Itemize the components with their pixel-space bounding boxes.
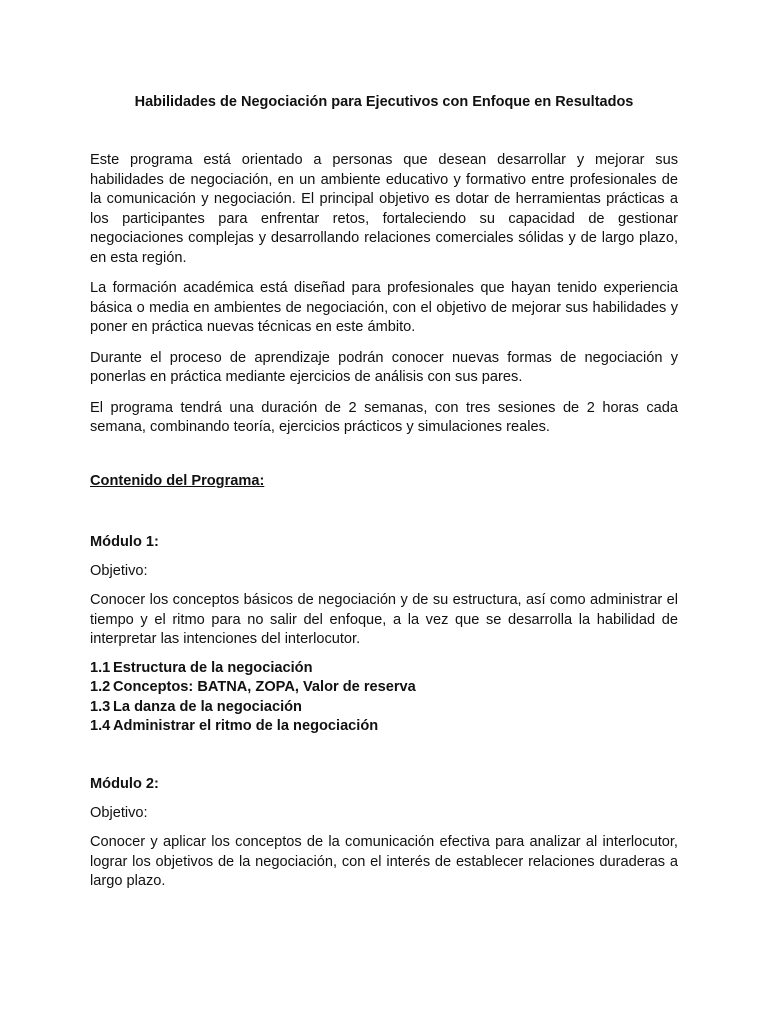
topic-number: 1.4 [90,718,111,735]
module-1 [90,533,678,737]
module-1-topic-list [90,659,678,737]
module-1-title: Módulo 1: [90,534,159,550]
topic-item [90,717,678,737]
module-1-objective-label: Objetivo: [90,563,148,579]
intro-paragraph-3: Durante el proceso de aprendizaje podrán conocer nuevas formas de negociación y ponerlas en práctica mediante ejercicios de análisis con sus pares. [90,349,678,385]
module-1-description: Conocer los conceptos básicos de negociación y de su estructura, así como administrar el tiempo y el ritmo para no salir del enfoque, a la vez que se desarrolla la habilidad de interpretar las intenciones del interlocutor. [90,592,678,647]
module-2-description: Conocer y aplicar los conceptos de la comunicación efectiva para analizar al interlocutor, lograr los objetivos de la negociación, con el interés de establecer relaciones duraderas a largo plazo. [90,834,678,889]
topic-number: 1.3 [90,698,111,715]
topic-text: Estructura de la negociación [113,659,313,676]
module-2 [90,775,678,901]
module-2-title: Módulo 2: [90,776,159,792]
topic-item [90,678,678,698]
module-2-objective-label: Objetivo: [90,805,148,821]
topic-text: La danza de la negociación [113,698,302,715]
document-page [90,0,678,1024]
topic-item [90,698,678,718]
topic-number: 1.2 [90,679,111,696]
intro-paragraph-1: Este programa está orientado a personas que desean desarrollar y mejorar sus habilidades de negociación, en un ambiente educativo y formativo entre profesionales de la comunicación y negociación. El principal objetivo es dotar de herramientas prácticas a los participantes para enfrentar retos, fortaleciendo su capacidad de gestionar negociaciones complejas y desarrollando relaciones comerciales sólidas y de largo plazo, en esta región. [90,152,678,266]
program-content-heading: Contenido del Programa: [90,473,265,489]
intro-paragraph-4: El programa tendrá una duración de 2 semanas, con tres sesiones de 2 horas cada semana, combinando teoría, ejercicios prácticos y simulaciones reales. [90,399,678,435]
topic-text: Conceptos: BATNA, ZOPA, Valor de reserva [113,679,416,696]
intro-paragraph-2: La formación académica está diseñad para profesionales que hayan tenido experiencia básica o media en ambientes de negociación, con el objetivo de mejorar sus habilidades y poner en práctica nuevas técnicas en este ámbito. [90,280,678,335]
topic-item [90,659,678,679]
intro-section [90,151,678,449]
topic-number: 1.1 [90,659,111,676]
topic-text: Administrar el ritmo de la negociación [113,718,379,735]
document-title: Habilidades de Negociación para Ejecutivos con Enfoque en Resultados [134,94,634,110]
